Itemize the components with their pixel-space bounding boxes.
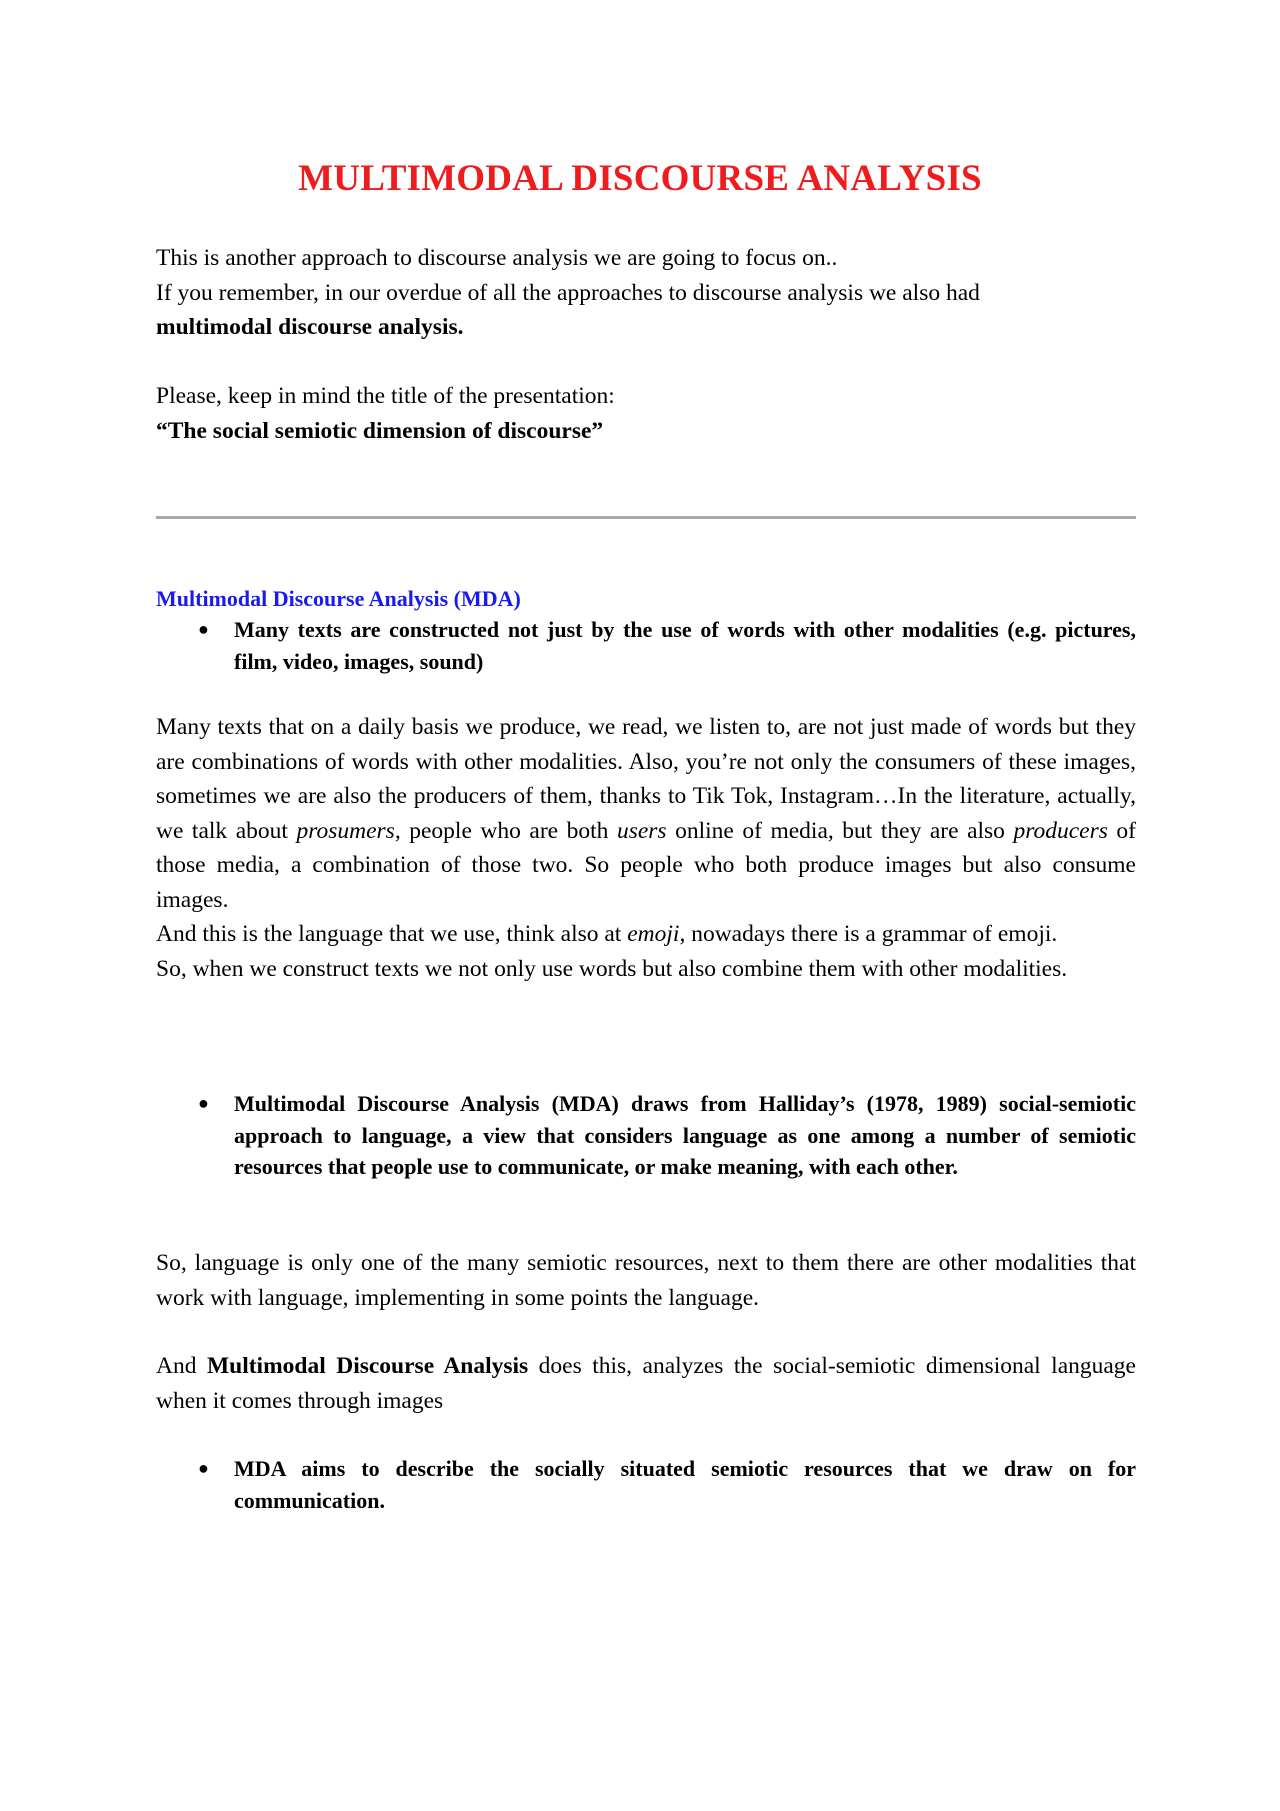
text-run: does this, analyzes the social-semiotic dimensional language when it comes through images (156, 1353, 1136, 1414)
text-run: And (156, 1353, 207, 1379)
italic-term-prosumers: prosumers, (296, 817, 401, 844)
bullet-item (156, 1088, 1136, 1183)
bullet-text: MDA aims to describe the socially situated semiotic resources that we draw on for communication. (234, 1456, 1136, 1513)
paragraph-construct-texts: So, when we construct texts we not only use words but also combine them with other modalities. (156, 955, 1068, 982)
bullet-icon: ● (198, 1458, 209, 1478)
italic-term-emoji: emoji (627, 921, 680, 947)
italic-term-users: users (616, 817, 667, 844)
paragraph-mda (156, 1349, 1136, 1418)
paragraph-prosumers (156, 710, 1136, 917)
bold-term-mda: Multimodal Discourse Analysis (206, 1353, 529, 1379)
text-run: Many texts that on a daily basis we produce, we read, we listen to, are not just made of words but they are combinations of words with other modalities. Also, you’re not only the consumers of these images, sometimes we are also the producers of them, thanks to Tik Tok, Instagram…In the literature, actually, we talk about (156, 714, 1136, 844)
bullet-icon: ● (198, 1093, 209, 1113)
intro-line-1: This is another approach to discourse analysis we are going to focus on.. (156, 245, 838, 271)
text-run: And this is the language that we use, think also at (156, 921, 628, 947)
horizontal-divider (156, 516, 1136, 519)
bullet-text: Multimodal Discourse Analysis (MDA) draws from Halliday’s (1978, 1989) social-semiotic approach to language, a view that considers language as one among a number of semiotic resources that people use to communicate, or make meaning, with each other. (234, 1091, 1136, 1179)
text-run: , nowadays there is a grammar of emoji. (679, 921, 1058, 947)
italic-term-producers: producers (1013, 817, 1108, 844)
body-paragraph-3 (156, 1349, 1136, 1418)
text-run: online of media, but they are also (666, 817, 1014, 844)
bullet-item (156, 614, 1136, 677)
section-heading: Multimodal Discourse Analysis (MDA) (156, 586, 521, 611)
body-paragraph-1 (156, 710, 1136, 986)
intro-bold-text: multimodal discourse analysis. (156, 314, 464, 340)
bullet-item (156, 1453, 1136, 1516)
intro-line-2: If you remember, in our overdue of all the approaches to discourse analysis we also had (156, 279, 980, 306)
presentation-line: Please, keep in mind the title of the presentation: (156, 383, 615, 409)
bullet-text: Many texts are constructed not just by the use of words with other modalities (e.g. pictures, film, video, images, sound) (234, 617, 1136, 674)
page-title: MULTIMODAL DISCOURSE ANALYSIS (298, 158, 982, 199)
intro-paragraph (156, 241, 1136, 345)
presentation-title-quote: “The social semiotic dimension of discourse” (156, 417, 604, 444)
paragraph-emoji (156, 917, 1136, 952)
body-paragraph-2 (156, 1246, 1136, 1315)
bullet-icon: ● (198, 619, 209, 639)
paragraph-semiotic-resources: So, language is only one of the many semiotic resources, next to them there are other modalities that work with language, implementing in some points the language. (156, 1250, 1136, 1311)
text-run: of those media, a combination of those two. So people who both produce images but also consume images. (156, 817, 1136, 913)
presentation-note (156, 379, 1136, 448)
text-run: people who are both (400, 817, 617, 844)
